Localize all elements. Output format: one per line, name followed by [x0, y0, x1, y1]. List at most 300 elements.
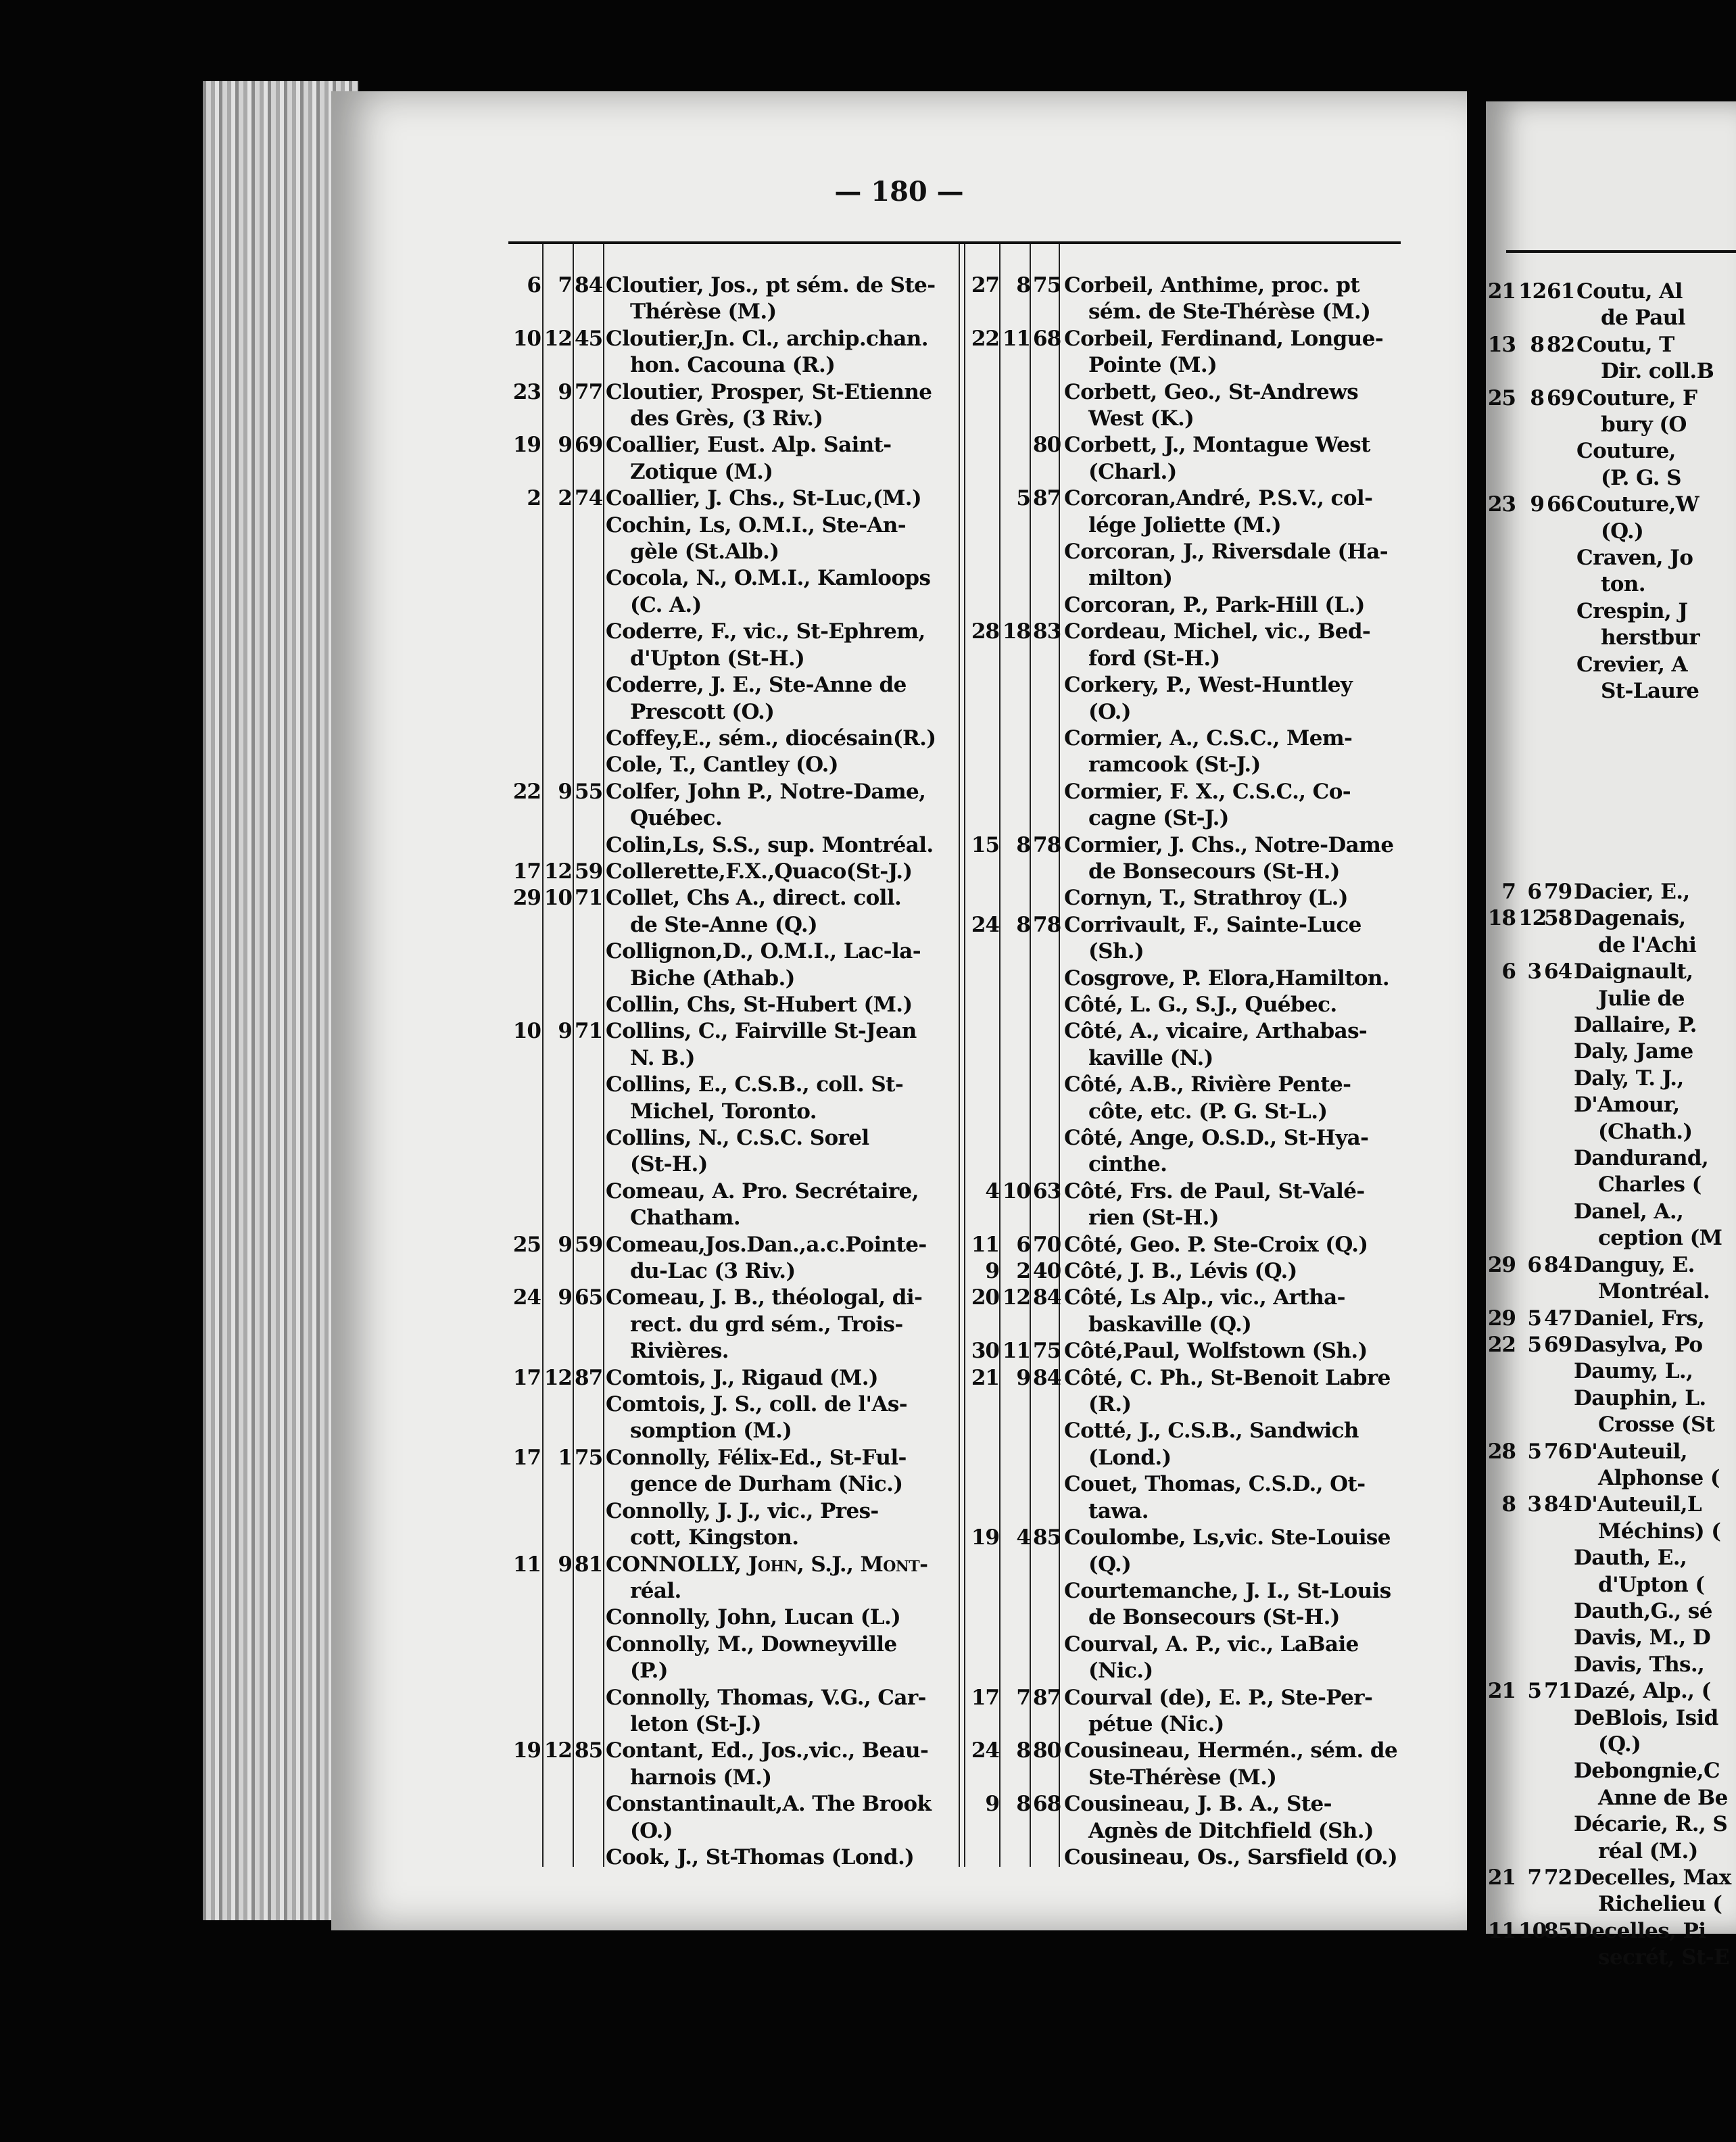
entry-continuation [967, 352, 1399, 379]
header-rule [1506, 250, 1736, 253]
entry-row [508, 859, 959, 885]
entry-text: West (K.) [1088, 406, 1195, 431]
entry-text: cott, Kingston. [630, 1525, 799, 1550]
entry-row [967, 1018, 1399, 1045]
entry-continuation [967, 459, 1399, 485]
entry-text: Couture, [1576, 439, 1676, 464]
entry-date-cell: 4 [1016, 1525, 1030, 1550]
entry-text: Coallier, Eust. Alp. Saint- [606, 433, 892, 458]
entry-date-cell: 84 [1033, 1365, 1061, 1390]
entry-text: Daniel, Frs, [1574, 1306, 1705, 1331]
entry-date-cell: 2 [558, 486, 572, 511]
entry-row [508, 485, 959, 512]
entry-text: Cormier, F. X., C.S.C., Co- [1064, 779, 1351, 804]
entry-text: Crespin, J [1576, 598, 1688, 623]
entry-date-cell: 74 [575, 486, 603, 511]
entry-text: pétue (Nic.) [1088, 1711, 1224, 1736]
entry-text: Dauth,G., sé [1574, 1598, 1712, 1623]
entry-text: Prescott (O.) [630, 699, 775, 724]
entry-continuation [1486, 1785, 1736, 1811]
entry-date-cell: 10 [512, 1019, 541, 1044]
entry-date-cell: 10 [544, 886, 572, 911]
entry-date-cell: 82 [1547, 332, 1575, 357]
entry-text: Coulombe, Ls,vic. Ste-Louise [1064, 1525, 1391, 1550]
entry-date-cell: 3 [1527, 1492, 1541, 1517]
entry-date-cell: 10 [1518, 1918, 1547, 1943]
entry-text: Cormier, J. Chs., Notre-Dame [1064, 832, 1394, 857]
entry-date-cell: 10 [1002, 1179, 1030, 1204]
entry-text: Cosgrove, P. Elora,Hamilton. [1064, 966, 1390, 991]
entry-date-cell: 25 [1487, 385, 1516, 410]
entry-date-cell: 7 [1501, 880, 1516, 904]
entry-date-cell: 80 [1033, 433, 1061, 458]
entry-continuation [967, 1099, 1399, 1125]
entry-text: Daignault, [1574, 959, 1693, 984]
entry-continuation [1486, 1172, 1736, 1198]
entry-text: Rivières. [630, 1339, 729, 1364]
entry-text: Côté, Geo. P. Ste-Croix (Q.) [1064, 1232, 1368, 1257]
entry-text: Dauth, E., [1574, 1546, 1687, 1571]
entry-date-cell: 9 [558, 1019, 572, 1044]
entry-date-cell: 77 [575, 379, 603, 404]
entry-date-cell: 8 [1016, 1792, 1030, 1817]
entry-date-cell: 17 [512, 1445, 541, 1470]
entry-text: cinthe. [1088, 1152, 1167, 1177]
entry-date-cell: 29 [1487, 1252, 1516, 1277]
entry-text: Crevier, A [1576, 652, 1687, 677]
entry-text: Connolly, John, Lucan (L.) [606, 1605, 901, 1630]
entry-date-cell: 70 [1033, 1232, 1061, 1257]
entry-row [1486, 332, 1736, 358]
entry-continuation [508, 1205, 959, 1231]
entry-date-cell: 12 [1518, 279, 1547, 304]
entry-text: secrét, St-E [1598, 1945, 1730, 1970]
entry-row [508, 752, 959, 778]
entry-date-cell: 9 [558, 779, 572, 804]
entry-row [1486, 598, 1736, 625]
entry-row [1486, 1865, 1736, 1891]
entry-text: Constantinault,A. The Brook [606, 1792, 932, 1817]
entry-row [508, 1232, 959, 1258]
entry-text: Cole, T., Cantley (O.) [606, 753, 838, 778]
entry-row [1486, 1092, 1736, 1118]
entry-row [1486, 1545, 1736, 1571]
entry-date-cell: 85 [1033, 1525, 1061, 1550]
entry-text: Collins, N., C.S.C. Sorel [606, 1126, 869, 1150]
entry-date-cell: 78 [1033, 832, 1061, 857]
entry-row [508, 885, 959, 911]
entry-date-cell: 9 [558, 1285, 572, 1310]
entry-date-cell: 22 [512, 779, 541, 804]
entry-date-cell: 8 [1016, 832, 1030, 857]
entry-date-cell: 6 [1527, 880, 1541, 904]
entry-date-cell: 87 [575, 1365, 603, 1390]
entry-row [967, 1338, 1399, 1364]
entry-continuation [1486, 1119, 1736, 1145]
entry-date-cell: 84 [575, 273, 603, 298]
entry-text: CONNOLLY, John, S.J., Mont- [606, 1552, 928, 1577]
entry-row [508, 1685, 959, 1711]
entry-continuation [1486, 932, 1736, 959]
entry-date-cell: 12 [544, 1365, 572, 1390]
entry-text: de Bonsecours (St-H.) [1088, 1605, 1340, 1630]
entry-text: Cornyn, T., Strathroy (L.) [1064, 886, 1348, 911]
entry-continuation [1486, 1572, 1736, 1598]
entry-text: ford (St-H.) [1088, 646, 1220, 671]
entry-date-cell: 9 [558, 433, 572, 458]
entry-date-cell: 21 [1487, 1679, 1516, 1704]
entry-date-cell: 19 [971, 1525, 999, 1550]
entry-date-cell: 59 [575, 1232, 603, 1257]
entry-date-cell: 23 [1487, 492, 1516, 517]
entry-text: leton (St-J.) [630, 1711, 761, 1736]
entry-text: Pointe (M.) [1088, 353, 1217, 378]
entry-text: Crosse (St [1598, 1412, 1715, 1437]
entry-row [508, 1791, 959, 1817]
entry-continuation [508, 1338, 959, 1364]
entry-text: Côté, A., vicaire, Arthabas- [1064, 1019, 1368, 1044]
entry-continuation [1486, 1838, 1736, 1865]
entry-text: Julie de [1598, 986, 1685, 1011]
entry-text: Coffey,E., sém., diocésain(R.) [606, 725, 936, 751]
entry-date-cell: 6 [1527, 1252, 1541, 1277]
entry-date-cell: 11 [1002, 1339, 1030, 1364]
entry-text: cagne (St-J.) [1088, 806, 1229, 831]
entry-date-cell: 19 [512, 433, 541, 458]
entry-text: bury (O [1601, 412, 1687, 437]
entry-date-cell: 71 [575, 1019, 603, 1044]
entry-date-cell: 29 [512, 886, 541, 911]
entry-text: Decelles, Pi [1574, 1918, 1706, 1943]
entry-row [1486, 1332, 1736, 1358]
entry-continuation [967, 513, 1399, 539]
entry-row [508, 1125, 959, 1151]
entry-continuation [508, 592, 959, 619]
entry-date-cell: 12 [544, 1738, 572, 1763]
entry-text: DeBlois, Isid [1574, 1705, 1718, 1730]
entry-date-cell: 9 [1530, 492, 1544, 517]
entry-date-cell: 7 [558, 273, 572, 298]
entry-continuation [967, 565, 1399, 592]
entry-text: de Ste-Anne (Q.) [630, 912, 818, 937]
entry-date-cell: 40 [1033, 1259, 1061, 1284]
page-180 [331, 91, 1467, 1930]
entry-row [508, 992, 959, 1018]
entry-row [967, 966, 1399, 992]
entry-text: Côté,Paul, Wolfstown (Sh.) [1064, 1339, 1368, 1364]
entry-continuation [1486, 1225, 1736, 1252]
entry-text: Cloutier, Prosper, St-Etienne [606, 379, 932, 404]
entry-row [508, 1844, 959, 1871]
entry-row [1486, 1306, 1736, 1332]
entry-text: Québec. [630, 806, 723, 831]
entry-date-cell: 69 [1547, 385, 1575, 410]
entry-continuation [1486, 678, 1736, 705]
entry-text: Corkery, P., West-Huntley [1064, 673, 1353, 698]
entry-row [1486, 279, 1736, 305]
entry-row [967, 272, 1399, 299]
entry-text: Collins, C., Fairville St-Jean [606, 1019, 917, 1044]
entry-date-cell: 18 [1002, 619, 1030, 644]
entry-continuation [508, 1418, 959, 1444]
entry-text: milton) [1088, 566, 1173, 591]
entry-continuation [508, 966, 959, 992]
entry-text: Biche (Athab.) [630, 966, 795, 991]
entry-text: (St-H.) [630, 1152, 708, 1177]
entry-row [508, 672, 959, 698]
entry-text: Comtois, J. S., coll. de l'As- [606, 1392, 907, 1417]
entry-text: Danguy, E. [1574, 1252, 1695, 1277]
entry-date-cell: 47 [1544, 1306, 1572, 1331]
entry-date-cell: 11 [971, 1232, 999, 1257]
entry-continuation [967, 805, 1399, 832]
entry-continuation [1486, 1519, 1736, 1545]
entry-date-cell: 75 [1033, 273, 1061, 298]
entry-continuation [967, 646, 1399, 672]
entry-text: rect. du grd sém., Trois- [630, 1312, 903, 1337]
entry-text: (Nic.) [1088, 1659, 1153, 1684]
entry-text: côte, etc. (P. G. St-L.) [1088, 1099, 1328, 1124]
entry-continuation [508, 805, 959, 832]
entry-date-cell: 10 [512, 326, 541, 351]
entry-text: gèle (St.Alb.) [630, 540, 779, 565]
entry-date-cell: 24 [971, 912, 999, 937]
entry-row [967, 725, 1399, 752]
entry-continuation [508, 1711, 959, 1738]
entry-date-cell: 85 [575, 1738, 603, 1763]
entry-text: Anne de Be [1598, 1785, 1728, 1810]
entry-text: de Bonsecours (St-H.) [1088, 859, 1340, 884]
entry-continuation [508, 1258, 959, 1285]
entry-row [1486, 1199, 1736, 1225]
entry-date-cell: 68 [1033, 326, 1061, 351]
entry-text: Connolly, Thomas, V.G., Car- [606, 1685, 926, 1710]
entry-date-cell: 45 [575, 326, 603, 351]
entry-text: Comeau,Jos.Dan.,a.c.Pointe- [606, 1232, 927, 1257]
entry-continuation [1486, 1945, 1736, 1971]
entry-text: N. B.) [630, 1045, 695, 1070]
entry-date-cell: 8 [1501, 1492, 1516, 1517]
next-page-column-bottom [1486, 879, 1736, 1972]
entry-date-cell: 9 [985, 1792, 999, 1817]
entry-continuation [1486, 625, 1736, 651]
entry-row [1486, 1625, 1736, 1651]
entry-text: de Paul [1601, 306, 1685, 331]
entry-row [967, 779, 1399, 805]
entry-date-cell: 59 [575, 859, 603, 884]
entry-row [1486, 1385, 1736, 1412]
entry-text: Cloutier,Jn. Cl., archip.chan. [606, 326, 928, 351]
entry-row [1486, 1145, 1736, 1172]
entry-row [508, 272, 959, 299]
header-rule [508, 241, 1401, 244]
entry-text: Comeau, J. B., théologal, di- [606, 1285, 923, 1310]
entry-date-cell: 78 [1033, 912, 1061, 937]
entry-text: gence de Durham (Nic.) [630, 1472, 903, 1497]
entry-text: Corbett, Geo., St-Andrews [1064, 379, 1359, 404]
entry-continuation [967, 1151, 1399, 1178]
entry-row [508, 1498, 959, 1525]
entry-date-cell: 84 [1544, 1492, 1572, 1517]
entry-continuation [967, 1818, 1399, 1844]
entry-date-cell: 2 [1016, 1259, 1030, 1284]
entry-date-cell: 4 [985, 1179, 999, 1204]
entry-text: Corbeil, Anthime, proc. pt [1064, 273, 1360, 298]
entry-text: Davis, M., D [1574, 1625, 1711, 1650]
entry-date-cell: 8 [1016, 273, 1030, 298]
entry-date-cell: 6 [527, 273, 541, 298]
entry-text: (Q.) [1088, 1552, 1132, 1577]
entry-date-cell: 22 [1487, 1332, 1516, 1357]
entry-text: Côté, L. G., S.J., Québec. [1064, 992, 1337, 1017]
entry-date-cell: 75 [1033, 1339, 1061, 1364]
entry-row [1486, 1066, 1736, 1092]
entry-row [508, 1445, 959, 1471]
entry-row [508, 1018, 959, 1045]
entry-date-cell: 12 [544, 859, 572, 884]
entry-row [967, 432, 1399, 458]
entry-row [508, 513, 959, 539]
entry-row [967, 992, 1399, 1018]
entry-text: Cook, J., St-Thomas (Lond.) [606, 1844, 915, 1870]
entry-text: Connolly, Félix-Ed., St-Ful- [606, 1445, 907, 1470]
page-number: — 180 — [834, 176, 964, 208]
entry-date-cell: 69 [1544, 1332, 1572, 1357]
entry-text: d'Upton (St-H.) [630, 646, 805, 671]
entry-continuation [508, 1818, 959, 1844]
entry-date-cell: 6 [1501, 959, 1516, 984]
entry-date-cell: 15 [971, 832, 999, 857]
entry-row [967, 1471, 1399, 1498]
entry-text: Danel, A., [1574, 1199, 1684, 1224]
entry-continuation [1486, 1412, 1736, 1438]
entry-date-cell: 29 [1487, 1306, 1516, 1331]
entry-text: Côté, Frs. de Paul, St-Valé- [1064, 1179, 1365, 1204]
entry-text: (R.) [1088, 1392, 1132, 1417]
entry-continuation [1486, 1465, 1736, 1492]
entry-text: Courval, A. P., vic., LaBaie [1064, 1632, 1359, 1657]
entry-text: Agnès de Ditchfield (Sh.) [1088, 1818, 1374, 1843]
entry-continuation [508, 406, 959, 432]
entry-text: (P. G. S [1601, 465, 1681, 490]
entry-date-cell: 7 [1527, 1865, 1541, 1890]
entry-date-cell: 19 [512, 1738, 541, 1763]
entry-row [1486, 879, 1736, 905]
entry-row [1486, 385, 1736, 412]
entry-text: Dasylva, Po [1574, 1332, 1703, 1357]
entry-text: Collerette,F.X.,Quaco(St-J.) [606, 859, 913, 884]
entry-date-cell: 22 [971, 326, 999, 351]
entry-row [508, 1391, 959, 1418]
entry-date-cell: 24 [512, 1285, 541, 1310]
entry-date-cell: 79 [1544, 880, 1572, 904]
entry-text: (Charl.) [1088, 459, 1177, 484]
entry-date-cell: 25 [512, 1232, 541, 1257]
entry-row [1486, 1439, 1736, 1465]
entry-text: Corcoran, J., Riversdale (Ha- [1064, 540, 1389, 565]
entry-date-cell: 11 [512, 1552, 541, 1577]
entry-row [967, 592, 1399, 619]
entry-text: Connolly, M., Downeyville [606, 1632, 897, 1657]
entry-text: Zotique (M.) [630, 459, 773, 484]
entry-text: Cordeau, Michel, vic., Bed- [1064, 619, 1371, 644]
entry-row [1486, 1492, 1736, 1518]
entry-row [1486, 959, 1736, 985]
entry-row [508, 1285, 959, 1311]
entry-continuation [508, 646, 959, 672]
entry-row [967, 672, 1399, 698]
entry-text: Colfer, John P., Notre-Dame, [606, 779, 926, 804]
entry-row [967, 326, 1399, 352]
entry-date-cell: 2 [527, 486, 541, 511]
entry-text: Dacier, E., [1574, 880, 1690, 904]
entry-text: kaville (N.) [1088, 1045, 1213, 1070]
entry-row [967, 1844, 1399, 1871]
entry-text: Coutu, T [1576, 332, 1674, 357]
entry-text: Richelieu ( [1598, 1892, 1722, 1917]
entry-row [508, 832, 959, 859]
entry-text: Corrivault, F., Sainte-Luce [1064, 912, 1361, 937]
entry-row [967, 1418, 1399, 1444]
entry-continuation [508, 1151, 959, 1178]
entry-text: Comtois, J., Rigaud (M.) [606, 1365, 878, 1390]
entry-row [967, 1365, 1399, 1391]
entry-text: Courtemanche, J. I., St-Louis [1064, 1578, 1391, 1603]
entry-date-cell: 8 [1016, 912, 1030, 937]
entry-text: Couture,W [1576, 492, 1699, 517]
entry-row [508, 1179, 959, 1205]
entry-date-cell: 1 [558, 1445, 572, 1470]
entry-text: Daly, Jame [1574, 1039, 1693, 1064]
entry-row [967, 1072, 1399, 1098]
entry-date-cell: 87 [1033, 1685, 1061, 1710]
entry-date-cell: 20 [971, 1285, 999, 1310]
entry-row [1486, 1811, 1736, 1838]
entry-date-cell: 5 [1527, 1332, 1541, 1357]
entry-date-cell: 83 [1033, 619, 1061, 644]
entry-continuation [967, 1205, 1399, 1231]
entry-continuation [508, 1578, 959, 1604]
entry-text: (O.) [630, 1818, 673, 1843]
entry-text: Corbeil, Ferdinand, Longue- [1064, 326, 1384, 351]
entry-row [1486, 438, 1736, 465]
entry-date-cell: 69 [575, 433, 603, 458]
entry-text: Coderre, F., vic., St-Ephrem, [606, 619, 925, 644]
entry-text: Chatham. [630, 1206, 741, 1231]
entry-continuation [967, 859, 1399, 885]
entry-date-cell: 64 [1544, 959, 1572, 984]
entry-continuation [508, 1312, 959, 1338]
entry-date-cell: 65 [575, 1285, 603, 1310]
entry-row [1486, 1678, 1736, 1705]
entry-date-cell: 17 [971, 1685, 999, 1710]
entry-text: Côté, C. Ph., St-Benoit Labre [1064, 1365, 1391, 1390]
entry-date-cell: 61 [1547, 279, 1575, 304]
entry-continuation [508, 699, 959, 725]
entry-continuation [967, 406, 1399, 432]
entry-row [1486, 1598, 1736, 1625]
entry-date-cell: 7 [1016, 1685, 1030, 1710]
entry-continuation [508, 299, 959, 325]
entry-text: (P.) [630, 1659, 668, 1684]
entry-text: Michel, Toronto. [630, 1099, 817, 1124]
entry-text: D'Auteuil, [1574, 1439, 1687, 1464]
entry-continuation [508, 1525, 959, 1551]
entry-row [967, 1125, 1399, 1151]
entry-date-cell: 84 [1033, 1285, 1061, 1310]
entry-continuation [1486, 1732, 1736, 1758]
entry-row [967, 832, 1399, 859]
